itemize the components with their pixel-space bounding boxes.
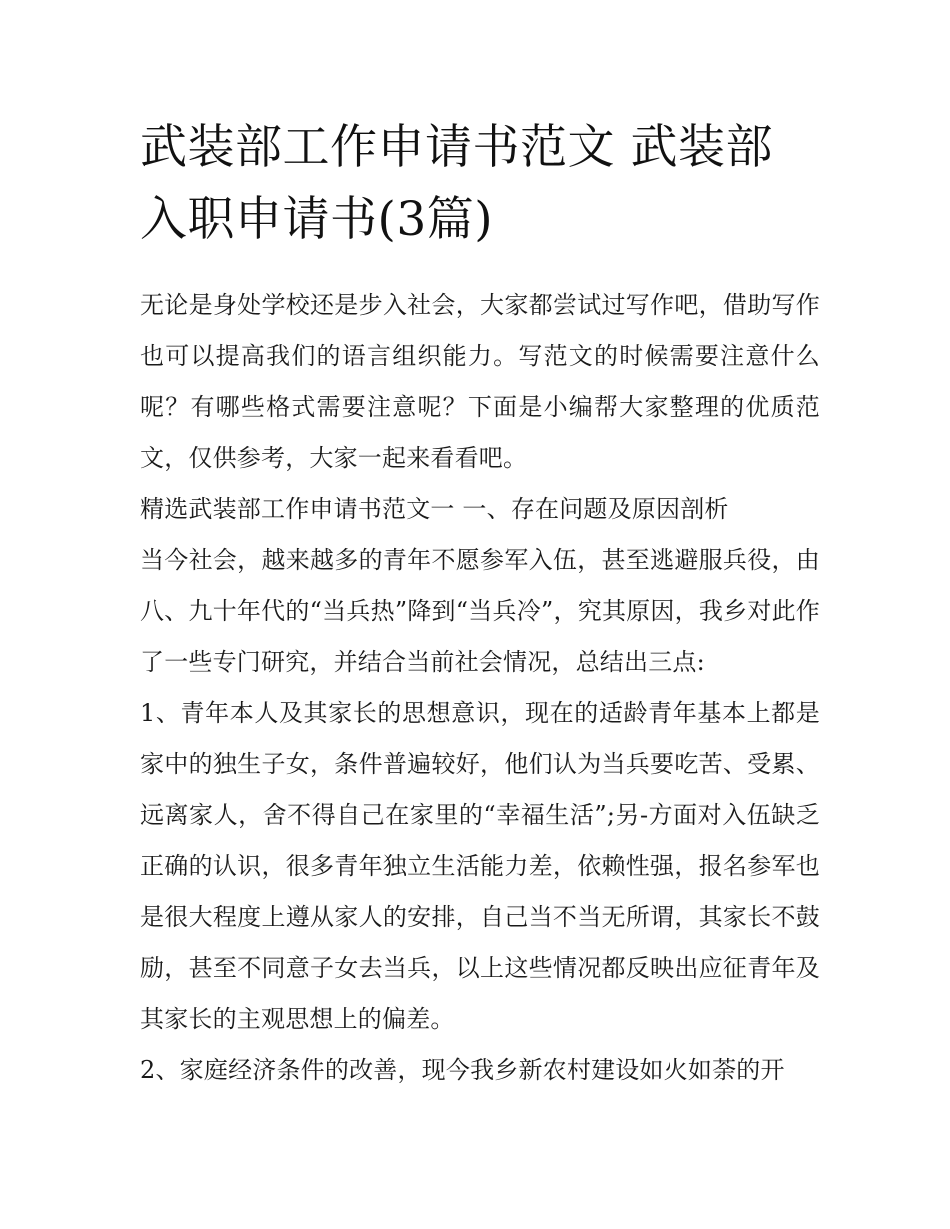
intro-paragraph: 无论是身处学校还是步入社会，大家都尝试过写作吧，借助写作也可以提高我们的语言组织能力。写范文的时候需要注意什么呢？有哪些格式需要注意呢？下面是小编帮大家整理的优质范文，仅供参考，大家一起来看看吧。	[140, 291, 820, 472]
document-title: 武装部工作申请书范文 武装部入职申请书(3篇)	[140, 120, 773, 247]
document-content	[140, 112, 820, 1096]
body-paragraph: 当今社会，越来越多的青年不愿参军入伍，甚至逃避服兵役，由八、九十年代的“当兵热”降到“当兵冷”，究其原因，我乡对此作了一些专门研究，并结合当前社会情况，总结出三点:	[140, 546, 820, 676]
section-heading: 精选武装部工作申请书范文一 一、存在问题及原因剖析	[140, 495, 729, 523]
body-paragraph: 2、家庭经济条件的改善，现今我乡新农村建设如火如荼的开	[140, 1056, 785, 1084]
body-paragraph: 1、青年本人及其家长的思想意识，现在的适龄青年基本上都是家中的独生子女，条件普遍较好，他们认为当兵要吃苦、受累、远离家人，舍不得自己在家里的“幸福生活”;另-方面对入伍缺乏正确的认识，很多青年独立生活能力差，依赖性强，报名参军也是很大程度上遵从家人的安排，自己当不当无所谓，其家长不鼓励，甚至不同意子女去当兵，以上这些情况都反映出应征青年及其家长的主观思想上的偏差。	[140, 699, 820, 1033]
document-body	[140, 280, 820, 1096]
